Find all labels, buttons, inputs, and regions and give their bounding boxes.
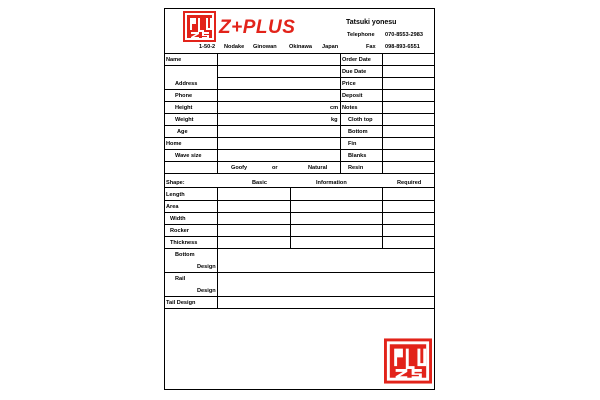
lower-label-bottom: Bottom <box>175 252 195 258</box>
pluz-logo-icon <box>183 11 216 42</box>
grid-line <box>164 236 435 237</box>
grid-line <box>164 161 340 162</box>
address-prefecture: Okinawa <box>289 44 313 50</box>
shape-row-thickness: Thickness <box>170 240 198 246</box>
fax-label: Fax <box>366 44 376 50</box>
grid-line <box>340 125 435 126</box>
grid-line <box>164 137 340 138</box>
stance-goofy: Goofy <box>231 165 248 171</box>
grid-line <box>340 101 435 102</box>
grid-line <box>340 113 435 114</box>
grid-line <box>340 65 435 66</box>
field-label-deposit: Deposit <box>342 93 363 99</box>
shape-row-width: Width <box>170 216 186 222</box>
grid-line <box>217 77 340 78</box>
fax-number: 098-893-6551 <box>385 44 420 50</box>
grid-line <box>217 248 218 308</box>
field-label-home: Home <box>166 141 182 147</box>
field-label-order-date: Order Date <box>342 57 371 63</box>
grid-line <box>340 89 435 90</box>
grid-line <box>164 149 340 150</box>
field-label-bottom: Bottom <box>348 129 368 135</box>
field-label-notes: Notes <box>342 105 358 111</box>
grid-line <box>382 53 383 173</box>
address-country: Japan <box>322 44 339 50</box>
grid-line <box>164 200 435 201</box>
address-block: 1-50-2 <box>199 44 216 50</box>
grid-line <box>164 296 435 297</box>
telephone-number: 070-8553-2983 <box>385 32 423 38</box>
grid-line <box>217 53 218 173</box>
grid-line <box>164 224 435 225</box>
field-label-address: Address <box>175 81 198 87</box>
grid-line <box>164 187 435 188</box>
brand-wordmark: Z+PLUS <box>219 17 296 38</box>
lower-label-tail-design: Tail Design <box>166 300 196 306</box>
field-label-phone: Phone <box>175 93 193 99</box>
field-label-cloth-top: Cloth top <box>348 117 373 123</box>
grid-line <box>164 125 340 126</box>
field-label-age: Age <box>177 129 188 135</box>
grid-line <box>290 187 291 248</box>
shape-label: Shape: <box>166 180 185 186</box>
field-label-resin: Resin <box>348 165 364 171</box>
shape-row-rocker: Rocker <box>170 228 189 234</box>
grid-line <box>340 149 435 150</box>
grid-line <box>164 248 435 249</box>
grid-line <box>164 173 435 174</box>
grid-line <box>382 187 383 248</box>
field-label-weight: Weight <box>175 117 194 123</box>
pluz-logo-icon <box>384 338 432 384</box>
stance-natural: Natural <box>308 165 328 171</box>
field-unit-kg: kg <box>331 117 338 123</box>
grid-line <box>217 187 218 248</box>
shape-col-basic: Basic <box>252 180 267 186</box>
grid-line <box>164 272 435 273</box>
grid-line <box>340 53 341 173</box>
field-label-fin: Fin <box>348 141 357 147</box>
grid-line <box>340 137 435 138</box>
grid-line <box>164 113 340 114</box>
shape-row-area: Area <box>166 204 179 210</box>
lower-label-bottom-design: Design <box>197 264 216 270</box>
shape-col-information: Information <box>316 180 347 186</box>
grid-line <box>164 89 340 90</box>
field-label-name: Name <box>166 57 182 63</box>
header-divider <box>164 53 435 54</box>
grid-line <box>164 101 340 102</box>
telephone-label: Telephone <box>347 32 375 38</box>
lower-label-rail: Rail <box>175 276 186 282</box>
address-city: Ginowan <box>253 44 277 50</box>
owner-name: Tatsuki yonesu <box>346 19 397 26</box>
field-label-wave-size: Wave size <box>175 153 202 159</box>
grid-line <box>164 308 435 309</box>
grid-line <box>164 212 435 213</box>
field-label-price: Price <box>342 81 356 87</box>
field-unit-cm: cm <box>330 105 339 111</box>
field-label-height: Height <box>175 105 193 111</box>
address-area: Nodake <box>224 44 245 50</box>
lower-label-rail-design: Design <box>197 288 216 294</box>
grid-line <box>164 65 340 66</box>
stance-or: or <box>272 165 278 171</box>
shape-row-length: Length <box>166 192 185 198</box>
field-label-blanks: Blanks <box>348 153 367 159</box>
shape-col-required: Required <box>397 180 422 186</box>
grid-line <box>340 77 435 78</box>
grid-line <box>340 161 435 162</box>
field-label-due-date: Due Date <box>342 69 367 75</box>
